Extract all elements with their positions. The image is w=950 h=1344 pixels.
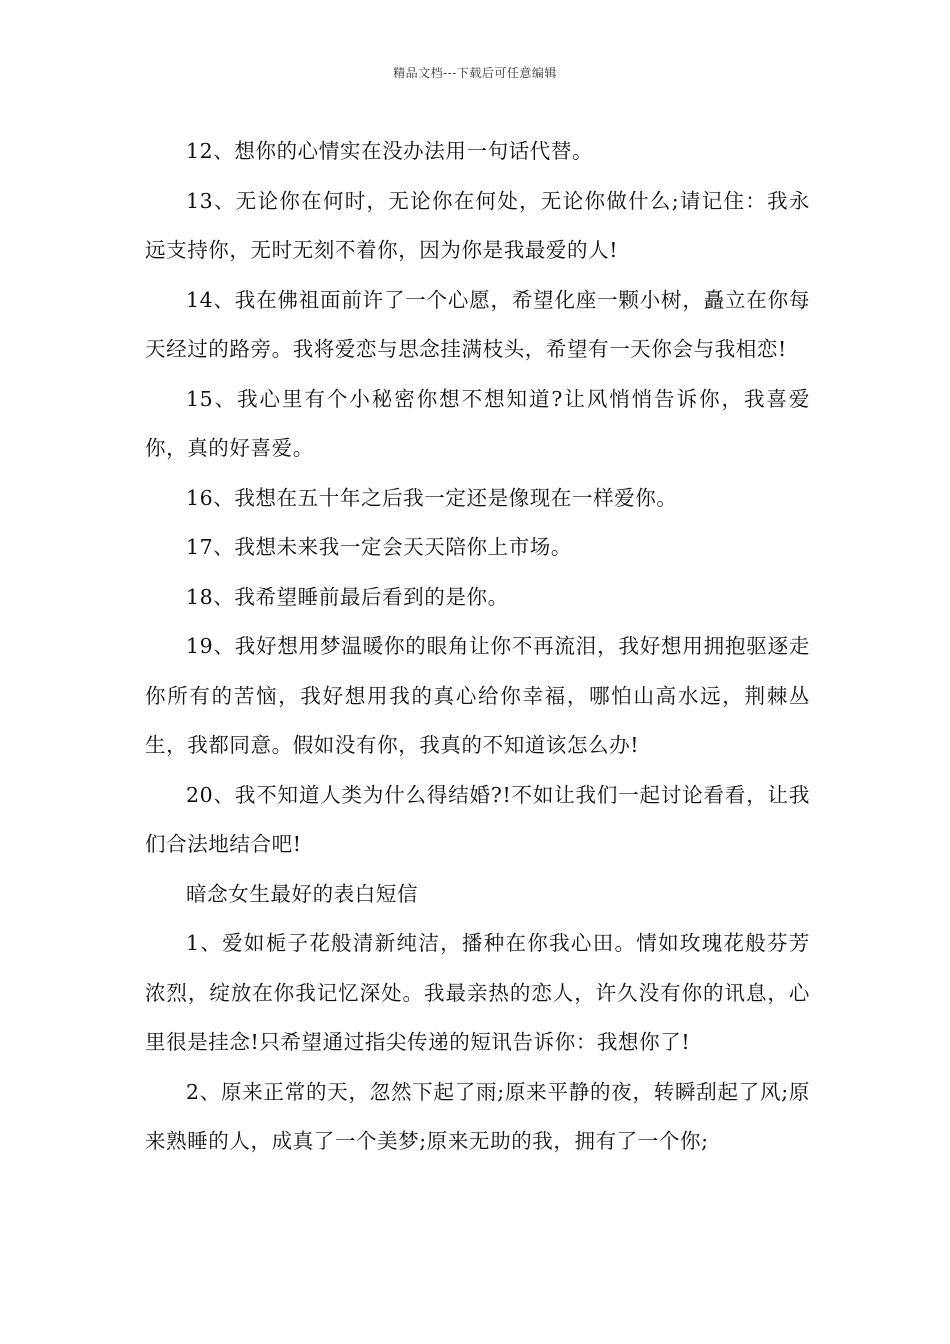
paragraph-1: 1、爱如栀子花般清新纯洁，播种在你我心田。情如玫瑰花般芬芳浓烈，绽放在你我记忆深处。我最亲热的恋人，许久没有你的讯息，心里很是挂念!只希望通过指尖传递的短讯告诉你：我想你了! [145, 931, 810, 1054]
page-header: 精品文档---下载后可任意编辑 [393, 66, 557, 80]
paragraph-14: 14、我在佛祖面前许了一个心愿，希望化座一颗小树，矗立在你每天经过的路旁。我将爱恋与思念挂满枝头，希望有一天你会与我相恋! [145, 287, 810, 361]
paragraph-18: 18、我希望睡前最后看到的是你。 [186, 584, 509, 609]
paragraph-19: 19、我好想用梦温暖你的眼角让你不再流泪，我好想用拥抱驱逐走你所有的苦恼，我好想用我的真心给你幸福，哪怕山高水远，荆棘丛生，我都同意。假如没有你，我真的不知道该怎么办! [145, 634, 810, 757]
paragraph-12: 12、想你的心情实在没办法用一句话代替。 [186, 139, 594, 163]
section-heading: 暗念女生最好的表白短信 [186, 881, 419, 906]
paragraph-16: 16、我想在五十年之后我一定还是像现在一样爱你。 [186, 485, 678, 510]
paragraph-15: 15、我心里有个小秘密你想不想知道?让风悄悄告诉你，我喜爱你，真的好喜爱。 [145, 386, 810, 460]
paragraph-17: 17、我想未来我一定会天天陪你上市场。 [186, 535, 572, 559]
paragraph-2: 2、原来正常的天，忽然下起了雨;原来平静的夜，转瞬刮起了风;原来熟睡的人，成真了一个美梦;原来无助的我，拥有了一个你; [145, 1079, 810, 1153]
paragraph-20: 20、我不知道人类为什么得结婚?!不如让我们一起讨论看看，让我们合法地结合吧! [145, 782, 810, 856]
document-body [145, 127, 810, 1167]
paragraph-13: 13、无论你在何时，无论你在何处，无论你做什么;请记住：我永远支持你，无时无刻不着你，因为你是我最爱的人! [145, 188, 810, 262]
